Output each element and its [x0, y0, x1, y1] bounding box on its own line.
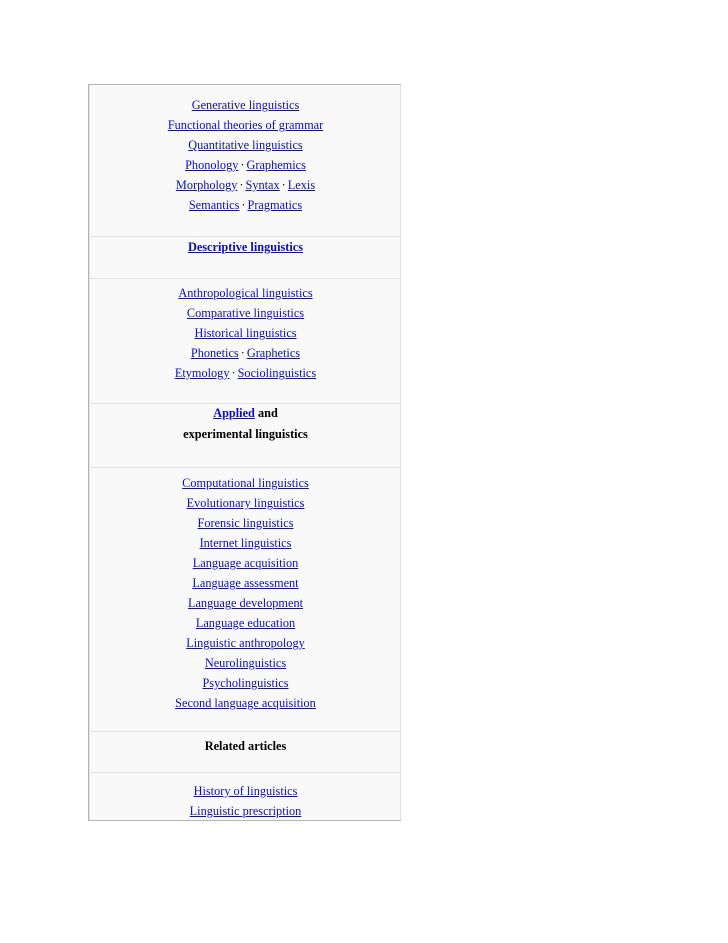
- link-graphemics[interactable]: Graphemics: [246, 158, 306, 172]
- link-historical-linguistics[interactable]: Historical linguistics: [194, 326, 297, 340]
- navbox-line: [89, 515, 402, 531]
- navbox-line: [89, 615, 402, 631]
- navbox-line: [89, 595, 402, 611]
- navbox-line: [89, 695, 402, 711]
- link-language-development[interactable]: Language development: [187, 596, 304, 610]
- link-language-assessment[interactable]: Language assessment: [192, 576, 299, 590]
- navbox-line: [89, 655, 402, 671]
- section-header: [89, 239, 402, 255]
- separator-dot: ·: [281, 178, 286, 192]
- link-sociolinguistics[interactable]: Sociolinguistics: [237, 366, 317, 380]
- navbox-line: [89, 325, 402, 341]
- navbox-line: [89, 495, 402, 511]
- link-linguistic-prescription[interactable]: Linguistic prescription: [189, 804, 302, 818]
- navbox-line: [89, 675, 402, 691]
- link-computational-linguistics[interactable]: Computational linguistics: [182, 476, 309, 490]
- navbox-line: [89, 365, 402, 381]
- separator-dot: ·: [231, 366, 236, 380]
- linguistics-navbox: [88, 84, 401, 821]
- link-history-of-linguistics[interactable]: History of linguistics: [193, 784, 298, 798]
- link-language-acquisition[interactable]: Language acquisition: [192, 556, 299, 570]
- link-functional-theories-of-grammar[interactable]: Functional theories of grammar: [167, 118, 324, 132]
- navbox-line: [89, 635, 402, 651]
- link-descriptive-linguistics[interactable]: Descriptive linguistics: [187, 240, 304, 254]
- link-applied[interactable]: Applied: [213, 406, 255, 420]
- section-header: [89, 405, 402, 421]
- separator-dot: ·: [240, 158, 245, 172]
- link-phonetics[interactable]: Phonetics: [190, 346, 239, 360]
- navbox-line: [89, 285, 402, 301]
- link-lexis[interactable]: Lexis: [287, 178, 316, 192]
- row-divider: [89, 772, 400, 773]
- link-semantics[interactable]: Semantics: [188, 198, 240, 212]
- link-generative-linguistics[interactable]: Generative linguistics: [191, 98, 300, 112]
- navbox-line: [89, 197, 402, 213]
- link-forensic-linguistics[interactable]: Forensic linguistics: [197, 516, 294, 530]
- link-anthropological-linguistics[interactable]: Anthropological linguistics: [178, 286, 313, 300]
- link-evolutionary-linguistics[interactable]: Evolutionary linguistics: [186, 496, 305, 510]
- link-syntax[interactable]: Syntax: [245, 178, 280, 192]
- link-psycholinguistics[interactable]: Psycholinguistics: [202, 676, 289, 690]
- navbox-line: [89, 157, 402, 173]
- link-phonology[interactable]: Phonology: [185, 158, 239, 172]
- link-graphetics[interactable]: Graphetics: [246, 346, 301, 360]
- link-language-education[interactable]: Language education: [195, 616, 296, 630]
- link-quantitative-linguistics[interactable]: Quantitative linguistics: [188, 138, 303, 152]
- navbox-line: [89, 555, 402, 571]
- link-second-language-acquisition[interactable]: Second language acquisition: [175, 696, 316, 710]
- link-etymology[interactable]: Etymology: [174, 366, 230, 380]
- section-header: [89, 426, 402, 442]
- label-text: experimental linguistics: [183, 427, 308, 441]
- navbox-line: [89, 137, 402, 153]
- navbox-line: [89, 117, 402, 133]
- link-internet-linguistics[interactable]: Internet linguistics: [199, 536, 292, 550]
- separator-dot: ·: [241, 198, 246, 212]
- navbox-line: [89, 575, 402, 591]
- section-header: [89, 738, 402, 754]
- separator-dot: ·: [239, 178, 244, 192]
- row-divider: [89, 236, 400, 237]
- row-divider: [89, 731, 400, 732]
- row-divider: [89, 403, 400, 404]
- link-pragmatics[interactable]: Pragmatics: [247, 198, 303, 212]
- link-neurolinguistics[interactable]: Neurolinguistics: [204, 656, 287, 670]
- navbox-line: [89, 535, 402, 551]
- link-morphology[interactable]: Morphology: [175, 178, 238, 192]
- navbox-line: [89, 345, 402, 361]
- navbox-line: [89, 305, 402, 321]
- link-comparative-linguistics[interactable]: Comparative linguistics: [186, 306, 305, 320]
- navbox-line: [89, 783, 402, 799]
- separator-dot: ·: [240, 346, 245, 360]
- navbox-line: [89, 475, 402, 491]
- label-text: and: [254, 406, 278, 420]
- label-text: Related articles: [204, 739, 287, 753]
- row-divider: [89, 467, 400, 468]
- navbox-line: [89, 803, 402, 819]
- row-divider: [89, 278, 400, 279]
- navbox-line: [89, 97, 402, 113]
- link-linguistic-anthropology[interactable]: Linguistic anthropology: [186, 636, 305, 650]
- navbox-line: [89, 177, 402, 193]
